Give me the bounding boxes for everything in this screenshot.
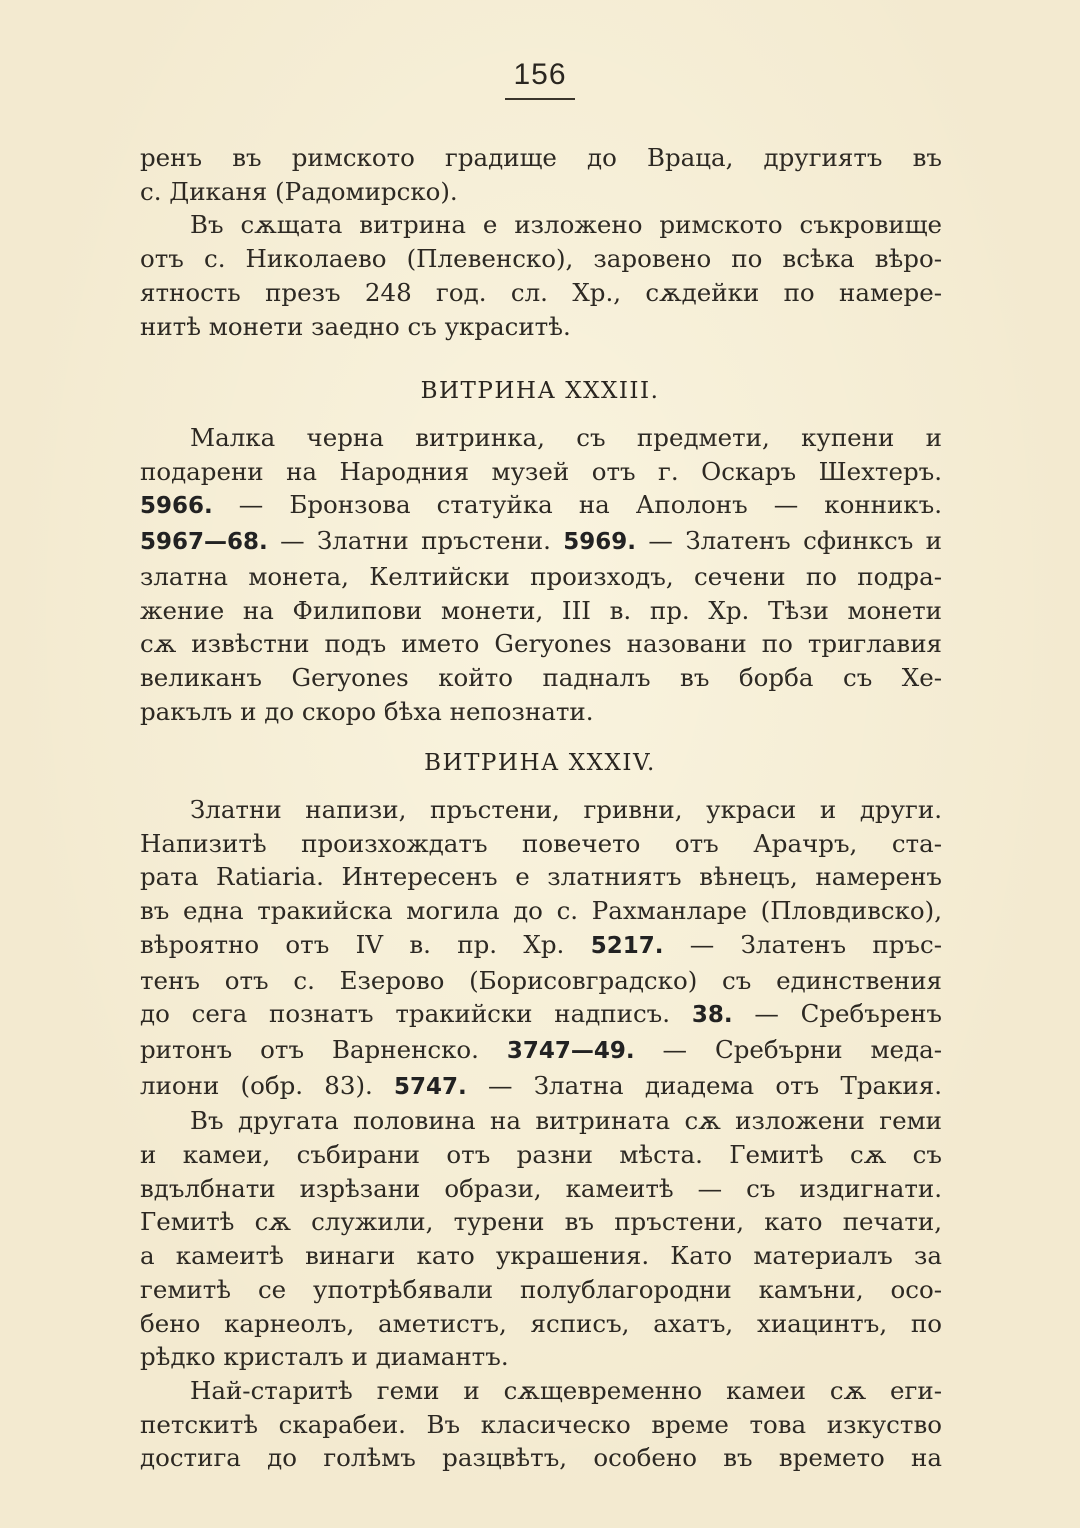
text-line: рѣдко кристалъ и диамантъ. (140, 1342, 509, 1372)
text-line: Златни напизи, пръстени, гривни, украси и други. (190, 795, 942, 824)
text-fragment: — Сребъренъ (732, 999, 942, 1029)
text-line: гемитѣ се употрѣбявали полублагородни камъни, осо- (140, 1274, 942, 1304)
text-line: Напизитѣ произхождатъ повечето отъ Арачръ, ста- (140, 828, 942, 858)
catalog-number: 5747. (394, 1073, 467, 1100)
text-line: подарени на Народния музей отъ г. Оскаръ Шехтеръ. (140, 456, 942, 486)
text-line (140, 928, 942, 964)
text-line: тенъ отъ с. Езерово (Борисовградско) съ единствения (140, 965, 942, 995)
text-line: а камеитѣ винаги като украшения. Като материалъ за (140, 1241, 942, 1271)
text-fragment: ритонъ отъ Варненско. (140, 1034, 507, 1064)
text-line: петскитѣ скарабеи. Въ класическо време това изкуство (140, 1409, 942, 1439)
text-line (140, 1033, 942, 1069)
text-fragment: — Златни пръстени. (267, 526, 564, 556)
text-line: великанъ Geryones който падналъ въ борба съ Хе- (140, 662, 942, 692)
text-fragment: до сега познатъ тракийски надписъ. (140, 999, 692, 1029)
text-line: Малка черна витринка, съ предмети, купени и (190, 423, 942, 452)
text-line (140, 1069, 942, 1105)
text-line: Въ другата половина на витрината сѫ изложени геми (190, 1106, 942, 1136)
text-fragment: — Златна диадема отъ Тракия. (466, 1070, 942, 1100)
text-line: ятность презъ 248 год. сл. Хр., сѫдейки по намере- (140, 277, 942, 307)
text-line: бено карнеолъ, аметистъ, ясписъ, ахатъ, хиацинтъ, по (140, 1308, 942, 1338)
text-line: рата Ratiaria. Интересенъ е златниятъ вѣнецъ, намеренъ (140, 862, 942, 892)
opening-text (140, 141, 942, 343)
section-heading-xxxiv: ВИТРИНА XXXIV. (424, 750, 656, 776)
text-line: и камеи, събирани отъ разни мѣста. Гемитѣ сѫ съ (140, 1140, 942, 1170)
text-line (140, 524, 942, 560)
text-line: сѫ извѣстни подъ името Geryones назовани по триглавия (140, 629, 942, 659)
text-fragment: — Сребърни меда- (634, 1034, 942, 1064)
text-line (140, 488, 942, 524)
text-line: въ една тракийска могила до с. Рахманларе (Пловдивско), (140, 896, 942, 926)
text-line: достига до голѣмъ разцвѣтъ, особено въ времето на (140, 1443, 942, 1473)
text-line: с. Диканя (Радомирско). (140, 176, 458, 206)
text-line: златна монета, Келтийски произходъ, сечени по подра- (140, 561, 942, 591)
catalog-number: 5217. (590, 932, 664, 959)
section-xxxiv-text (140, 793, 942, 1475)
catalog-number: 3747—49. (506, 1037, 635, 1064)
text-fragment: вѣроятно отъ IV в. пр. Хр. (140, 929, 591, 959)
text-line: отъ с. Николаево (Плевенско), заровено по всѣка вѣро- (140, 244, 942, 274)
text-line (140, 997, 942, 1033)
text-line: жение на Филипови монети, III в. пр. Хр. Тѣзи монети (140, 595, 942, 625)
text-fragment: — Бронзова статуйка на Аполонъ — конникъ. (212, 490, 942, 520)
text-line: Най-старитѣ геми и сѫщевременно камеи сѫ еги- (190, 1375, 942, 1405)
catalog-number: 5966. (140, 493, 213, 520)
text-fragment: — Златенъ пръс- (663, 929, 942, 959)
text-fragment: лиони (обр. 83). (140, 1070, 395, 1100)
page-number: 156 (505, 58, 574, 100)
text-line: Гемитѣ сѫ служили, турени въ пръстени, като печати, (140, 1207, 942, 1237)
text-line: ренъ въ римското градище до Враца, другиятъ въ (140, 143, 942, 172)
section-xxxiii-text (140, 421, 942, 728)
catalog-number: 5969. (563, 529, 637, 556)
page-number-container (0, 58, 1080, 100)
text-fragment: — Златенъ сфинксъ и (636, 526, 942, 556)
text-line: нитѣ монети заедно съ украситѣ. (140, 311, 571, 341)
catalog-number: 38. (691, 1002, 733, 1029)
catalog-number: 5967—68. (140, 529, 268, 556)
text-line: ракълъ и до скоро бѣха непознати. (140, 696, 594, 726)
section-heading-xxxiii: ВИТРИНА XXXIII. (420, 378, 660, 404)
text-line: Въ сѫщата витрина е изложено римското съкровище (190, 210, 942, 240)
text-line: вдълбнати изрѣзани образи, камеитѣ — съ издигнати. (140, 1173, 942, 1203)
